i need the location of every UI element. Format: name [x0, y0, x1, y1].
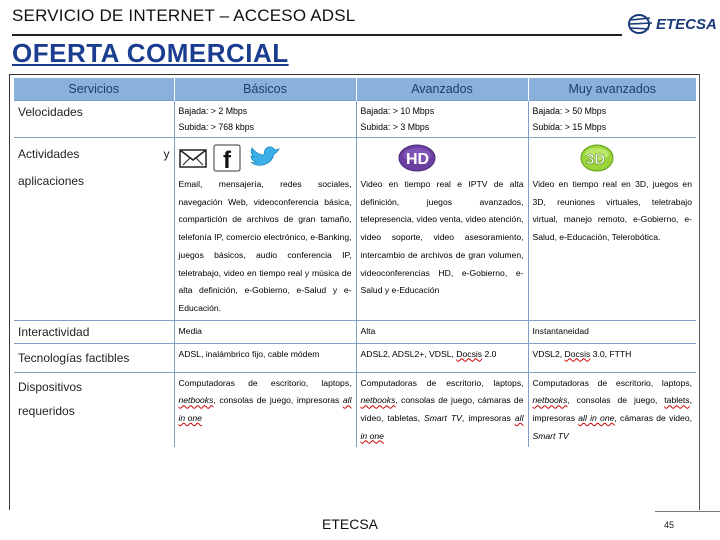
cell-muy-avanzados-dispositivos: [528, 372, 696, 447]
row-label-interactividad: [14, 320, 174, 343]
avanzados-app-icons: [361, 140, 524, 176]
slide-title: SERVICIO DE INTERNET – ACCESO ADSL: [12, 6, 356, 25]
muy-avanzados-tecnologias-post: 3.0, FTTH: [590, 348, 632, 359]
table-row-dispositivos: [14, 372, 696, 447]
muy-avanzados-tecnologias: [533, 349, 632, 359]
footer-brand: ETECSA: [322, 516, 379, 532]
avanzados-dispositivos: [361, 375, 524, 446]
page-number: 45: [664, 520, 675, 530]
avanzados-dispositivos-smarttv: Smart TV: [423, 413, 462, 424]
label-requeridos: requeridos: [18, 403, 75, 418]
cell-muy-avanzados-tecnologias: [528, 343, 696, 372]
avanzados-tecnologias-post: 2.0: [482, 348, 497, 359]
svg-text:3D: 3D: [586, 151, 606, 168]
header-muy-avanzados: Muy avanzados: [528, 78, 696, 101]
label-actividades-y: y: [163, 147, 170, 161]
cell-muy-avanzados-actividades: [528, 138, 696, 321]
label-aplicaciones: aplicaciones: [18, 174, 85, 188]
globe-logo-icon: [628, 14, 654, 34]
avanzados-tecnologias-docsis: Docsis: [456, 348, 483, 359]
table-row-tecnologias: [14, 343, 696, 372]
label-tecnologias: Tecnologías factibles: [18, 350, 130, 365]
header-servicios: Servicios: [14, 78, 174, 101]
muy-avanzados-dispositivos-tablets: tablets: [664, 395, 690, 406]
row-label-actividades: [14, 138, 174, 321]
avanzados-tecnologias-pre: ADSL2, ADSL2+, VDSL,: [360, 348, 457, 359]
frame-right: [699, 74, 700, 510]
muy-avanzados-tecnologias-pre: VDSL2,: [532, 348, 565, 359]
basicos-subida: Subida: > 768 kbps: [178, 122, 255, 132]
avanzados-apps-text: Video en tiempo real e IPTV de alta definición, juegos avanzados, telepresencia, video venta, video atención, video soporte, video asesoramiento, intercambio de archivos de gran volumen, videoconferencias HD, e-Gobierno, e-Salud y e-Educación: [360, 179, 524, 296]
muy-avanzados-apps-text: Video en tiempo real en 3D, juegos en 3D, reuniones virtuales, teletrabajo virtual, manejo remoto, e-Gobierno, e-Salud, e-Educación, Telerobótica.: [532, 179, 692, 243]
avanzados-dispositivos-mid2: , impresoras: [461, 413, 515, 424]
cell-avanzados-interactividad: [356, 320, 528, 343]
svg-text:HD: HD: [406, 151, 430, 168]
label-velocidades: Velocidades: [18, 105, 83, 119]
row-label-tecnologias: [14, 343, 174, 372]
row-label-velocidades: [14, 101, 174, 138]
label-interactividad: Interactividad: [18, 324, 90, 339]
avanzados-dispositivos-pre: Computadoras de escritorio, laptops,: [360, 377, 524, 388]
muy-avanzados-dispositivos-allinone: all in one: [578, 413, 615, 424]
hd-badge-icon: [397, 143, 437, 173]
muy-avanzados-dispositivos-post: , cámaras de video,: [614, 413, 693, 424]
svg-text:f: f: [222, 147, 231, 172]
avanzados-tecnologias: [361, 349, 497, 359]
basicos-dispositivos: [179, 375, 352, 428]
header-avanzados: Avanzados: [356, 78, 528, 101]
muy-avanzados-subida: Subida: > 15 Mbps: [532, 122, 607, 132]
avanzados-interactividad: Alta: [360, 325, 376, 336]
muy-avanzados-dispositivos-pre: Computadoras de escritorio, laptops,: [532, 377, 692, 388]
frame-left: [9, 74, 10, 510]
slide-subtitle: OFERTA COMERCIAL: [12, 38, 289, 68]
logo-wordmark: ETECSA: [656, 15, 717, 33]
table-row-actividades: [14, 138, 696, 321]
cell-basicos-tecnologias: [174, 343, 356, 372]
basicos-tecnologias: ADSL, inalámbrico fijo, cable módem: [178, 348, 320, 359]
row-label-dispositivos: [14, 372, 174, 447]
muy-avanzados-app-icons: [533, 140, 693, 176]
frame-top: [9, 74, 699, 75]
basicos-apps-text: Email, mensajería, redes sociales, navegación Web, videoconferencia básica, compartición de archivos de gran tamaño, telefonía IP, comercio electrónico, e-Banking, juegos básicos, audio conferencia IP, teletrabajo, video en tiempo real y música de alta definición, e-Gobierno, e-Salud y e-Educación.: [178, 179, 352, 313]
cell-basicos-interactividad: [174, 320, 356, 343]
cell-basicos-dispositivos: [174, 372, 356, 447]
label-dispositivos: Dispositivos: [18, 379, 83, 394]
table-row-interactividad: [14, 320, 696, 343]
muy-avanzados-dispositivos-mid2: , impresoras: [532, 395, 692, 424]
muy-avanzados-tecnologias-docsis: Docsis: [564, 348, 591, 359]
avanzados-bajada: Bajada: > 10 Mbps: [360, 106, 435, 116]
title-divider: [12, 34, 622, 36]
footer-divider: [655, 511, 720, 512]
basicos-dispositivos-pre: Computadoras de escritorio, laptops,: [178, 377, 352, 388]
basicos-app-icons: [179, 140, 352, 176]
cell-avanzados-actividades: [356, 138, 528, 321]
service-offer-table: [14, 78, 696, 447]
cell-basicos-velocidades: [174, 101, 356, 138]
etecsa-logo: [628, 14, 717, 34]
basicos-dispositivos-allinone: all in one: [178, 395, 352, 424]
header-basicos: Básicos: [174, 78, 356, 101]
muy-avanzados-dispositivos-netbooks: netbooks: [532, 395, 568, 406]
email-icon: [179, 147, 207, 169]
table-header-row: [14, 78, 696, 101]
table-row-velocidades: [14, 101, 696, 138]
avanzados-dispositivos-allinone: all in one: [360, 413, 524, 441]
cell-avanzados-dispositivos: [356, 372, 528, 447]
muy-avanzados-interactividad: Instantaneidad: [532, 325, 589, 336]
basicos-dispositivos-netbooks: netbooks: [178, 395, 214, 406]
muy-avanzados-dispositivos-mid: , consolas de juego,: [567, 395, 665, 406]
cell-avanzados-tecnologias: [356, 343, 528, 372]
muy-avanzados-dispositivos: [533, 375, 693, 446]
basicos-dispositivos-mid: , consolas de juego, impresoras: [213, 395, 343, 406]
cell-basicos-actividades: [174, 138, 356, 321]
cell-muy-avanzados-interactividad: [528, 320, 696, 343]
muy-avanzados-bajada: Bajada: > 50 Mbps: [532, 106, 607, 116]
basicos-interactividad: Media: [178, 325, 202, 336]
avanzados-subida: Subida: > 3 Mbps: [360, 122, 430, 132]
3d-badge-icon: [579, 143, 615, 173]
cell-muy-avanzados-velocidades: [528, 101, 696, 138]
label-actividades: Actividades: [18, 147, 80, 161]
facebook-icon: [213, 144, 241, 172]
cell-avanzados-velocidades: [356, 101, 528, 138]
twitter-icon: [247, 144, 281, 172]
basicos-bajada: Bajada: > 2 Mbps: [178, 106, 248, 116]
avanzados-dispositivos-netbooks: netbooks: [360, 395, 396, 406]
muy-avanzados-dispositivos-smarttv: Smart TV: [532, 430, 569, 441]
avanzados-dispositivos-mid: , consolas de juego, cámaras de video, tabletas,: [360, 395, 524, 424]
